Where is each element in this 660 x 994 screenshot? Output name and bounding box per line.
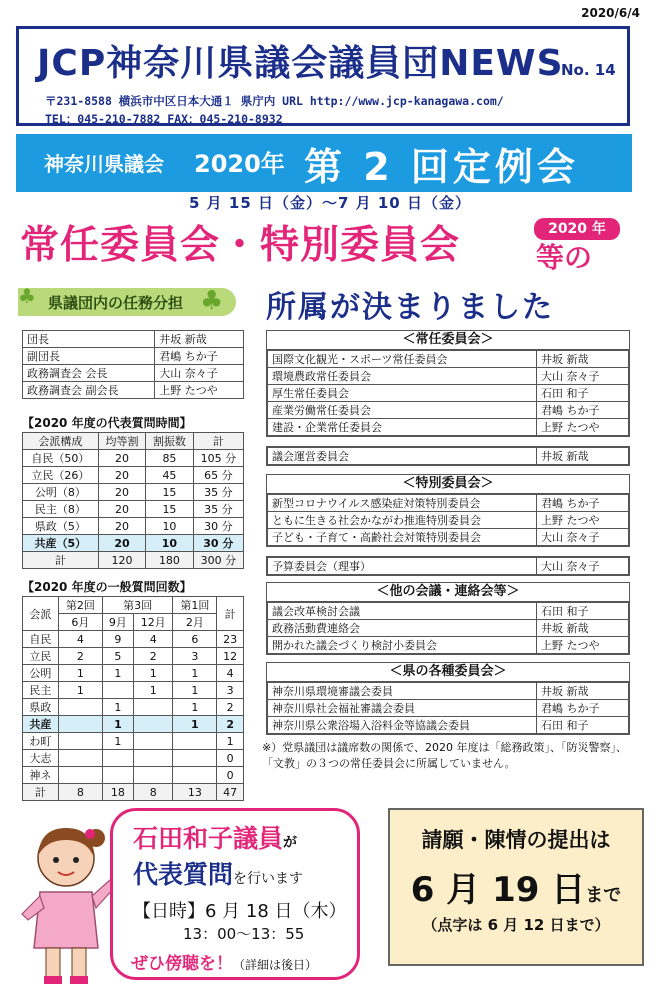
cell: 1	[134, 682, 173, 699]
cell: 大志	[23, 750, 59, 767]
table-row	[23, 784, 244, 801]
sub-tag-label: 県議団内の任務分担	[48, 294, 184, 312]
committee-name: 建設・企業常任委員会	[268, 419, 537, 436]
committee-member: 君嶋 ちか子	[537, 700, 629, 717]
roles-table	[22, 330, 244, 399]
cell: 4	[134, 631, 173, 648]
column-header: 12月	[134, 614, 173, 631]
cell: 1	[102, 716, 133, 733]
speaker-line	[133, 819, 297, 855]
cell: 120	[98, 552, 145, 569]
headline-main: 常任委員会・特別委員会	[20, 223, 461, 268]
budget-table	[267, 557, 629, 575]
year-badge: 2020 年	[534, 218, 620, 240]
cell: 20	[98, 467, 145, 484]
table-row	[268, 558, 629, 575]
newsletter-title: JCP神奈川県議会議員団NEWS	[37, 43, 564, 84]
action-line	[133, 855, 303, 891]
name-cell: 君嶋 ちか子	[155, 348, 244, 365]
cell: 3	[217, 682, 244, 699]
girl-illustration-icon	[18, 818, 114, 988]
column-header: 会派	[23, 597, 59, 631]
cell: 23	[217, 631, 244, 648]
table-row	[23, 682, 244, 699]
headline-decided: 所属が決まりました	[266, 290, 554, 325]
cell: 神ネ	[23, 767, 59, 784]
committee-name: 国際文化観光・スポーツ常任委員会	[268, 351, 537, 368]
cell: 4	[58, 631, 102, 648]
committee-name: 議会運営委員会	[268, 448, 537, 465]
question-time-title: 【2020 年度の代表質問時間】	[22, 416, 192, 430]
committee-member: 石田 和子	[537, 603, 629, 620]
cell	[173, 767, 217, 784]
headline-suffix: 等の	[536, 241, 593, 274]
cell: 2	[217, 699, 244, 716]
cell: 立民（26）	[23, 467, 99, 484]
prefectural-table	[267, 682, 629, 734]
role-cell: 副団長	[23, 348, 155, 365]
table-row	[268, 529, 629, 546]
special-committees	[266, 474, 630, 547]
committee-name: 神奈川県公衆浴場入浴料金等協議会委員	[268, 717, 537, 734]
table-row	[268, 700, 629, 717]
cell: 2	[217, 716, 244, 733]
table-header-row	[23, 597, 244, 614]
cell	[58, 716, 102, 733]
cell: 35 分	[193, 484, 243, 501]
budget-committee	[266, 556, 630, 576]
table-row	[23, 648, 244, 665]
table-row	[23, 750, 244, 767]
standing-table	[267, 350, 629, 436]
cell: 20	[98, 484, 145, 501]
representative-question-bubble	[110, 808, 360, 980]
column-header: 第3回	[102, 597, 173, 614]
cell	[58, 750, 102, 767]
standing-committees	[266, 330, 630, 437]
cell: 0	[217, 767, 244, 784]
committee-member: 井坂 新哉	[537, 620, 629, 637]
address-line: 〒231-8588 横浜市中区日本大通１ 県庁内 URL http://www.jcp-kanagawa.com/	[45, 94, 504, 108]
petition-box	[388, 808, 644, 966]
cell: 20	[98, 518, 145, 535]
committee-member: 君嶋 ちか子	[537, 402, 629, 419]
cell: 30 分	[193, 518, 243, 535]
cell: 計	[23, 784, 59, 801]
cell: 45	[146, 467, 193, 484]
cell	[173, 733, 217, 750]
banner-assembly: 神奈川県議会	[44, 152, 164, 176]
action-suffix: を行います	[233, 871, 304, 887]
table-row	[268, 620, 629, 637]
cell: 公明（8）	[23, 484, 99, 501]
table-row	[23, 467, 244, 484]
table-row	[23, 450, 244, 467]
petition-line: 請願・陳情の提出は	[421, 828, 611, 852]
table-row	[23, 331, 244, 348]
invite-text: ぜひ傍聴を！	[131, 954, 233, 974]
table-row	[23, 365, 244, 382]
table-row	[268, 448, 629, 465]
petition-made: まで	[585, 885, 622, 906]
cell: 15	[146, 501, 193, 518]
cell: 県政	[23, 699, 59, 716]
other-meetings	[266, 582, 630, 655]
table-row	[268, 603, 629, 620]
banner-year: 2020年	[194, 150, 285, 178]
cell: 6	[173, 631, 217, 648]
table-row	[23, 382, 244, 399]
committee-member: 井坂 新哉	[537, 351, 629, 368]
action-text: 代表質問	[133, 860, 234, 889]
cell: 1	[173, 665, 217, 682]
table-row	[268, 368, 629, 385]
cell	[134, 767, 173, 784]
cell: 35 分	[193, 501, 243, 518]
name-cell: 上野 たつや	[155, 382, 244, 399]
cell: 1	[173, 699, 217, 716]
table-row	[23, 767, 244, 784]
committee-name: 政務活動費連絡会	[268, 620, 537, 637]
petition-note: （点字は 6 月 12 日まで）	[422, 916, 610, 934]
general-questions-title: 【2020 年度の一般質問回数】	[22, 580, 192, 594]
cell: 18	[102, 784, 133, 801]
cell: 105 分	[193, 450, 243, 467]
group-title: ＜他の会議・連絡会等＞	[267, 583, 629, 602]
role-cell: 政務調査会 会長	[23, 365, 155, 382]
speaker-particle: が	[283, 835, 298, 851]
cell: 1	[134, 665, 173, 682]
petition-deadline	[390, 862, 642, 911]
group-title: ＜特別委員会＞	[267, 475, 629, 494]
name-cell: 大山 奈々子	[155, 365, 244, 382]
table-row	[23, 484, 244, 501]
other-table	[267, 602, 629, 654]
question-time: 13：00～13：55	[183, 925, 305, 943]
role-cell: 政務調査会 副会長	[23, 382, 155, 399]
table-row	[23, 699, 244, 716]
clover-icon: ♣	[18, 284, 36, 308]
column-header: 6月	[58, 614, 102, 631]
cell	[58, 733, 102, 750]
cell	[173, 750, 217, 767]
group-title: ＜常任委員会＞	[267, 331, 629, 350]
cell: 8	[58, 784, 102, 801]
cell: 20	[98, 450, 145, 467]
cell: 85	[146, 450, 193, 467]
cell: 計	[23, 552, 99, 569]
cell: 1	[102, 699, 133, 716]
cell: 10	[146, 535, 193, 552]
cell: 0	[217, 750, 244, 767]
committee-name: 神奈川県環境審議会委員	[268, 683, 537, 700]
cell: 20	[98, 501, 145, 518]
cell	[134, 733, 173, 750]
table-row-total	[23, 552, 244, 569]
cell: 立民	[23, 648, 59, 665]
cell	[102, 767, 133, 784]
general-questions-table	[22, 596, 244, 801]
committee-name: 議会改革検討会議	[268, 603, 537, 620]
cell: 65 分	[193, 467, 243, 484]
committee-member: 石田 和子	[541, 719, 589, 732]
column-header: 会派構成	[23, 433, 99, 450]
table-row	[268, 512, 629, 529]
cell: 県政（5）	[23, 518, 99, 535]
question-time-table	[22, 432, 244, 569]
cell: 1	[217, 733, 244, 750]
clover-icon: ♣	[200, 286, 224, 316]
cell: 3	[173, 648, 217, 665]
table-row	[23, 348, 244, 365]
cell: 20	[98, 535, 145, 552]
cell: 10	[146, 518, 193, 535]
column-header: 割振数	[146, 433, 193, 450]
cell: わ町	[23, 733, 59, 750]
group-title: ＜県の各種委員会＞	[267, 663, 629, 682]
table-row-highlight	[23, 535, 244, 552]
cell: 4	[217, 665, 244, 682]
cell	[58, 699, 102, 716]
table-row	[268, 683, 629, 700]
table-row	[268, 419, 629, 436]
committee-name: ともに生きる社会かながわ推進特別委員会	[268, 512, 537, 529]
committee-member: 大山 奈々子	[541, 531, 600, 544]
cell: 自民	[23, 631, 59, 648]
cell: 15	[146, 484, 193, 501]
table-row	[268, 351, 629, 368]
committee-member: 大山 奈々子	[541, 560, 600, 573]
footnote: ※）党県議団は議席数の関係で、2020 年度は「総務政策」、「防災警察」、「文教」の３つの常任委員会に所属していません。	[262, 741, 627, 770]
column-header: 9月	[102, 614, 133, 631]
session-period: 5 月 15 日（金）～7 月 10 日（金）	[189, 194, 471, 212]
table-row	[23, 733, 244, 750]
cell	[134, 716, 173, 733]
table-header-row	[23, 433, 244, 450]
committee-member: 大山 奈々子	[537, 368, 629, 385]
committee-member: 上野 たつや	[541, 421, 600, 434]
committee-name: 子ども・子育て・高齢社会対策特別委員会	[268, 529, 537, 546]
cell: 自民（50）	[23, 450, 99, 467]
committee-name: 環境農政常任委員会	[268, 368, 537, 385]
column-header: 第2回	[58, 597, 102, 614]
cell: 共産	[23, 716, 59, 733]
committee-name: 厚生常任委員会	[268, 385, 537, 402]
cell: 2	[58, 648, 102, 665]
cell: 300 分	[193, 552, 243, 569]
column-header: 均等割	[98, 433, 145, 450]
cell	[134, 750, 173, 767]
table-row	[268, 637, 629, 654]
table-row	[23, 665, 244, 682]
cell: 30 分	[193, 535, 243, 552]
prefectural-committees	[266, 662, 630, 735]
cell: 公明	[23, 665, 59, 682]
special-table	[267, 494, 629, 546]
cell: 1	[102, 665, 133, 682]
committee-member: 上野 たつや	[537, 512, 629, 529]
cell	[134, 699, 173, 716]
steering-committee	[266, 446, 630, 466]
cell: 1	[173, 682, 217, 699]
cell: 1	[173, 716, 217, 733]
committee-name: 新型コロナウイルス感染症対策特別委員会	[268, 495, 537, 512]
column-header: 2月	[173, 614, 217, 631]
table-row	[268, 495, 629, 512]
invite-note: （詳細は後日）	[233, 958, 318, 972]
table-row	[23, 716, 244, 733]
cell	[102, 682, 133, 699]
table-row	[23, 631, 244, 648]
cell: 13	[173, 784, 217, 801]
cell: 1	[102, 733, 133, 750]
cell: 5	[102, 648, 133, 665]
committee-member: 井坂 新哉	[541, 450, 589, 463]
committee-member: 上野 たつや	[541, 639, 600, 652]
masthead	[16, 26, 630, 126]
committee-member: 井坂 新哉	[537, 683, 629, 700]
cell: 民主（8）	[23, 501, 99, 518]
committee-name: 産業労働常任委員会	[268, 402, 537, 419]
column-header: 計	[217, 597, 244, 631]
role-cell: 団長	[23, 331, 155, 348]
column-header: 第1回	[173, 597, 217, 614]
table-row	[268, 385, 629, 402]
cell: 9	[102, 631, 133, 648]
committee-member: 君嶋 ちか子	[537, 495, 629, 512]
invite-line	[131, 949, 317, 974]
committee-name: 神奈川県社会福祉審議会委員	[268, 700, 537, 717]
committee-member: 石田 和子	[537, 385, 629, 402]
question-date: 【日時】6 月 18 日（木）	[133, 901, 347, 922]
session-banner	[16, 134, 632, 192]
cell	[102, 750, 133, 767]
table-row	[268, 717, 629, 734]
cell: 1	[58, 665, 102, 682]
table-row	[23, 501, 244, 518]
cell: 2	[134, 648, 173, 665]
speaker-name: 石田和子議員	[133, 824, 284, 853]
table-row	[268, 402, 629, 419]
petition-date: 6 月 19 日	[410, 870, 586, 910]
column-header: 計	[193, 433, 243, 450]
cell	[58, 767, 102, 784]
cell: 1	[58, 682, 102, 699]
cell: 民主	[23, 682, 59, 699]
issue-date: 2020/6/4	[581, 6, 640, 20]
cell: 8	[134, 784, 173, 801]
steering-table	[267, 447, 629, 465]
contact-line: TEL：045-210-7882 FAX：045-210-8932	[45, 112, 283, 126]
committee-name: 予算委員会（理事）	[268, 558, 537, 575]
name-cell: 井坂 新哉	[155, 331, 244, 348]
cell: 47	[217, 784, 244, 801]
cell: 12	[217, 648, 244, 665]
banner-session: 第 2 回定例会	[304, 145, 579, 189]
cell: 共産（5）	[23, 535, 99, 552]
committee-name: 開かれた議会づくり検討小委員会	[268, 637, 537, 654]
table-row	[23, 518, 244, 535]
issue-number: No. 14	[561, 61, 616, 79]
cell: 180	[146, 552, 193, 569]
